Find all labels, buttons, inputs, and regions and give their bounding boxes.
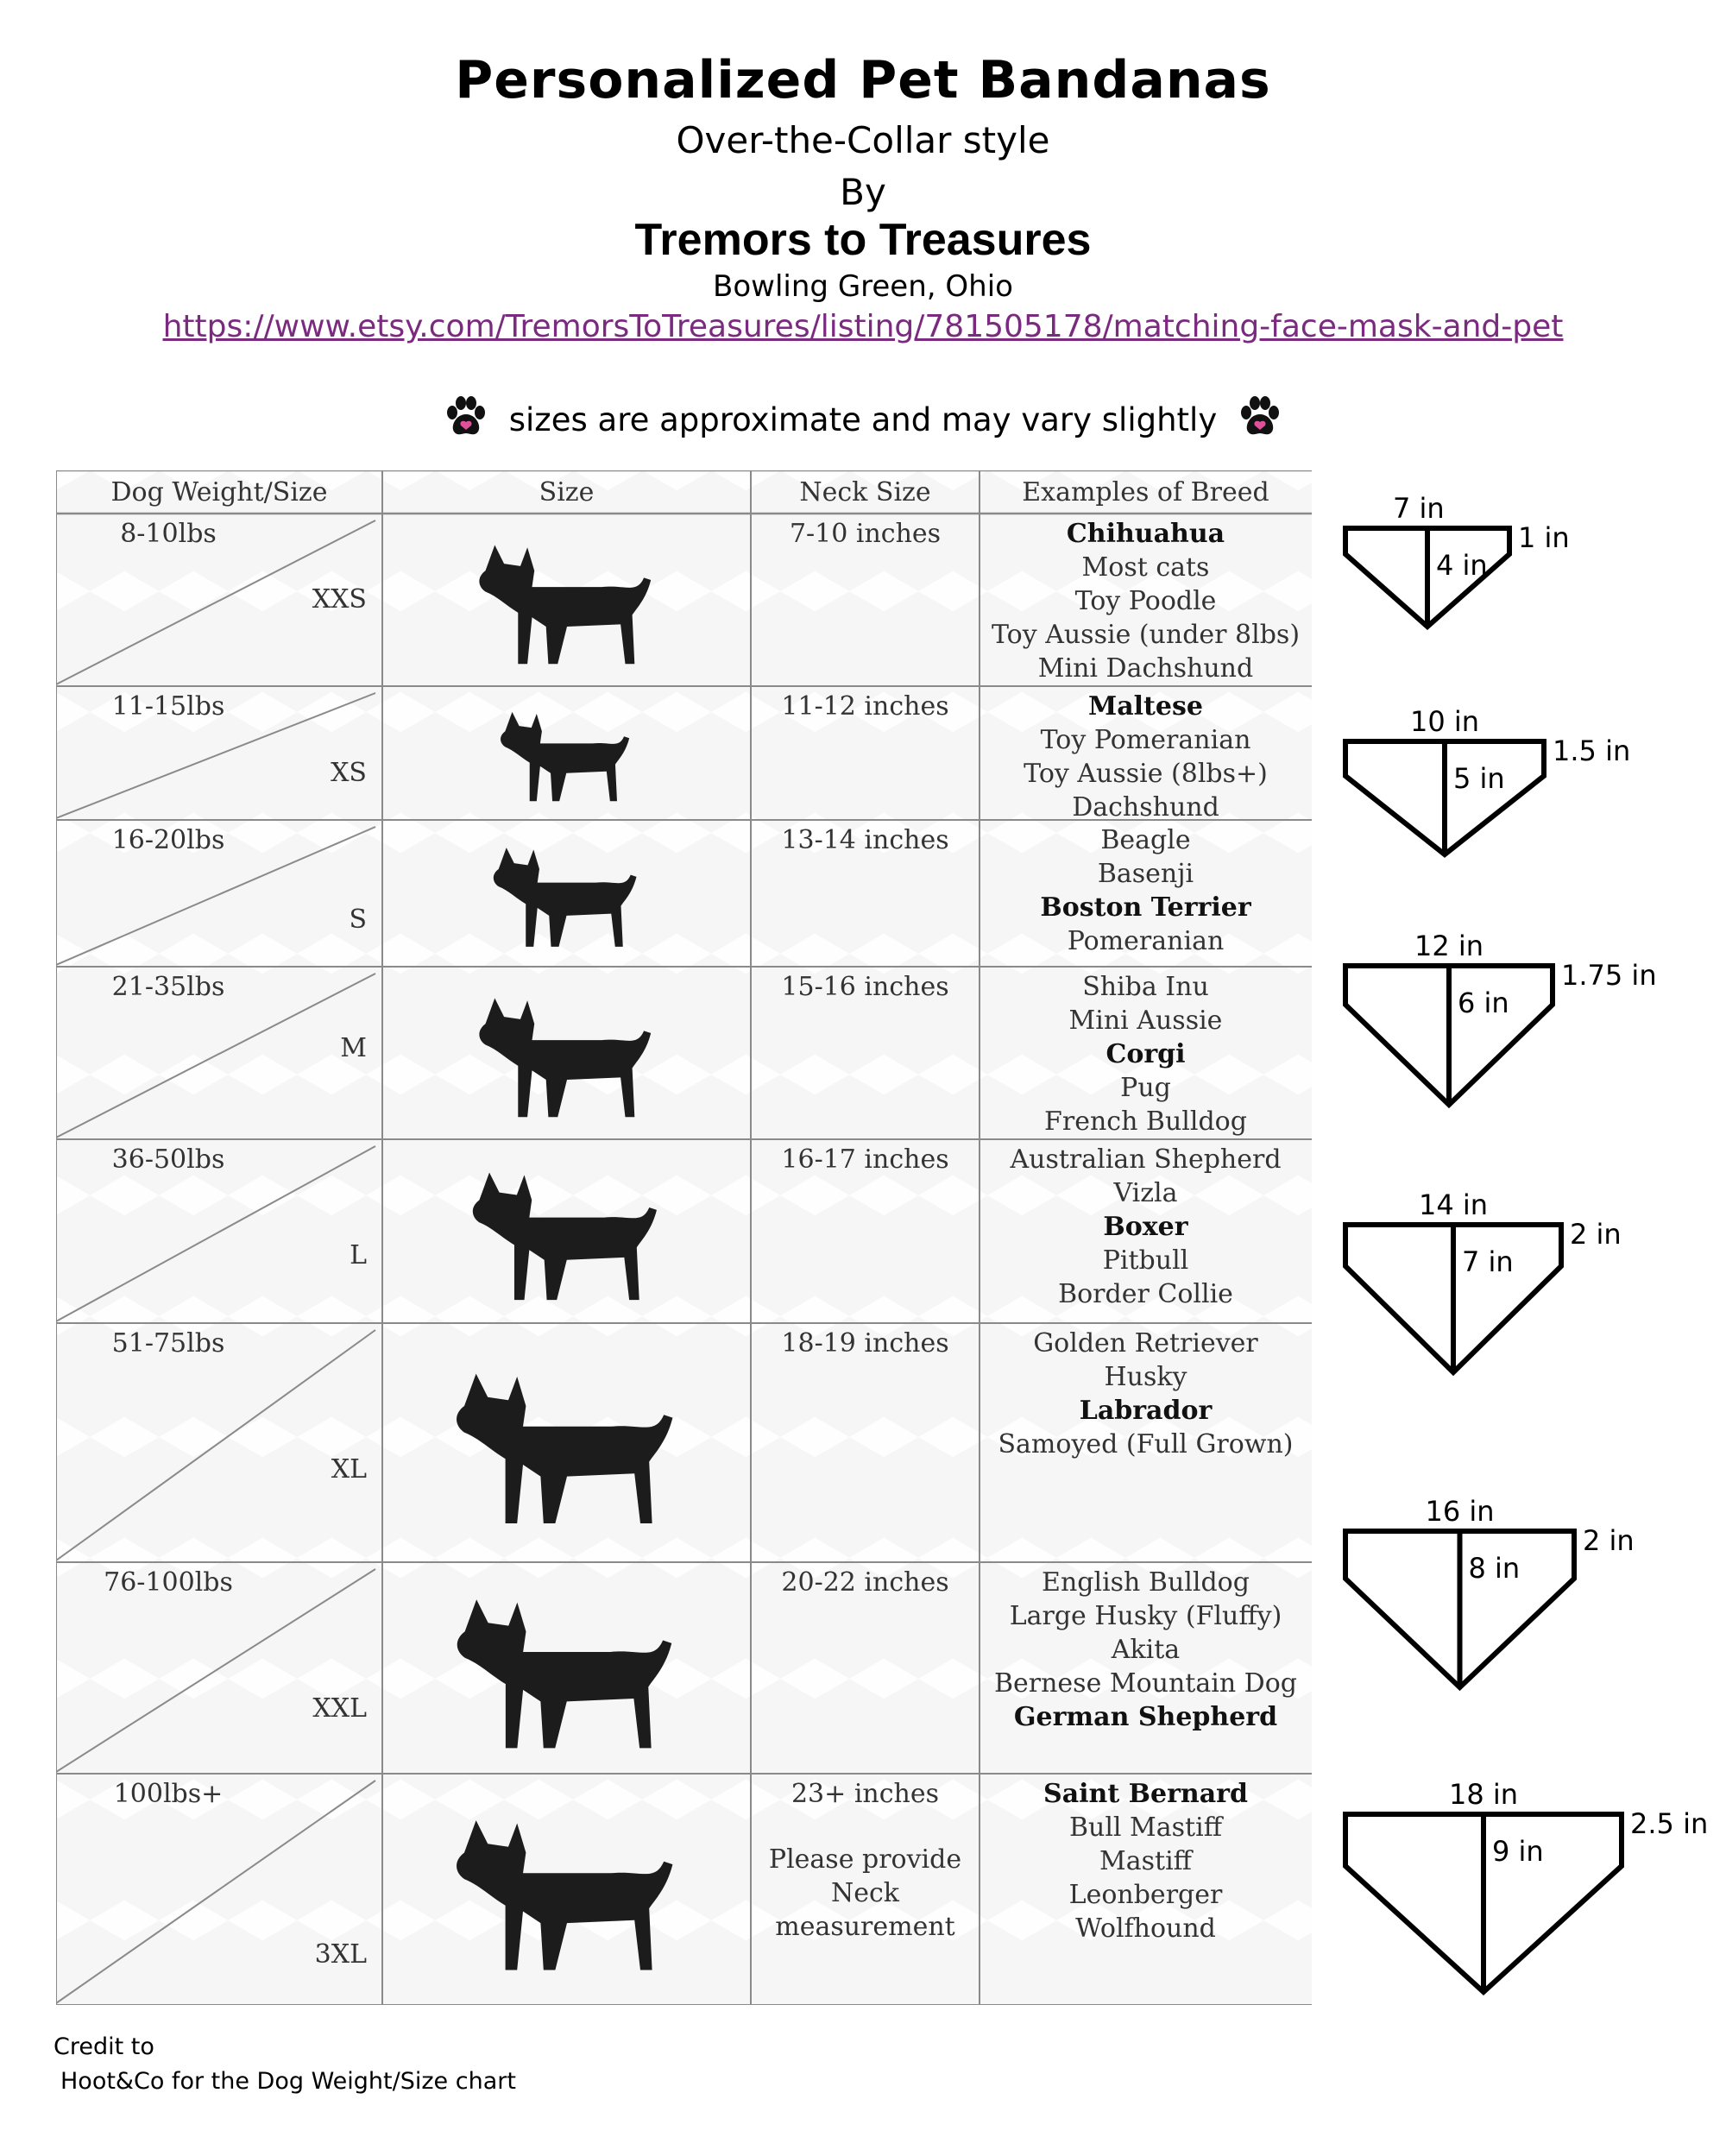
german-shepherd-silhouette-icon [421, 1571, 713, 1765]
size-note [0, 395, 1726, 448]
paw-print-icon [1238, 395, 1282, 448]
breed-name: Shiba Inu [1082, 972, 1209, 1002]
bandana-shape [1342, 962, 1556, 1112]
by-line: By [840, 171, 886, 213]
breed-name: French Bulldog [1044, 1106, 1247, 1137]
chihuahua-silhouette-icon [450, 522, 683, 678]
breed-name: Border Collie [1058, 1279, 1233, 1309]
neck-size: 13-14 inches [781, 825, 949, 855]
breed-name: English Bulldog [1042, 1567, 1250, 1598]
breed-name: Toy Pomeranian [1040, 725, 1251, 755]
bandana-side-label: 2.5 in [1630, 1807, 1709, 1840]
column-header: Neck Size [799, 477, 931, 507]
breed-list [980, 1143, 1312, 1311]
column-header: Dog Weight/Size [110, 477, 328, 507]
corgi-silhouette-icon [450, 975, 683, 1131]
weight-label: 16-20lbs [111, 825, 225, 855]
size-label: 3XL [314, 1939, 367, 1970]
breed-name: Mastiff [1099, 1846, 1192, 1876]
breed-name: Pomeranian [1067, 926, 1225, 956]
credit-line-2: Hoot&Co for the Dog Weight/Size chart [60, 2068, 516, 2095]
boxer-silhouette-shape [473, 1172, 657, 1300]
breed-list [980, 690, 1312, 824]
bandana-width-label: 12 in [1414, 930, 1484, 962]
credit-note [54, 2030, 516, 2099]
bandana-side-label: 1.5 in [1553, 734, 1631, 767]
breed-name: Basenji [1097, 859, 1194, 889]
saint-bernard-silhouette-icon [420, 1782, 714, 1996]
breed-name: Toy Aussie (under 8lbs) [991, 620, 1301, 650]
listing-link[interactable] [0, 309, 1726, 344]
bandana-side-label: 1.75 in [1561, 959, 1657, 992]
breed-list [980, 517, 1312, 685]
weight-label: 76-100lbs [104, 1567, 233, 1598]
bandana-width-label: 7 in [1393, 492, 1445, 525]
breed-name: Wolfhound [1075, 1913, 1216, 1944]
breed-name: Australian Shepherd [1010, 1144, 1282, 1175]
column-header: Examples of Breed [1022, 477, 1269, 507]
weight-label: 100lbs+ [113, 1779, 224, 1809]
boston-terrier-silhouette-icon [469, 829, 664, 958]
page-subtitle: Over-the-Collar style [676, 119, 1050, 161]
bandana-shape [1342, 738, 1547, 861]
breed-name: Bernese Mountain Dog [993, 1668, 1298, 1699]
neck-note: Please provide Neck measurement [768, 1844, 962, 1942]
breed-name: Husky [1104, 1362, 1187, 1392]
german-shepherd-silhouette-shape [457, 1599, 671, 1748]
breed-list [980, 823, 1312, 958]
breed-list [980, 1566, 1312, 1734]
chihuahua-silhouette-shape [479, 545, 651, 665]
breed-name-featured: German Shepherd [1013, 1702, 1278, 1732]
size-label: XS [331, 758, 367, 788]
bandana-width-label: 10 in [1410, 705, 1480, 738]
bandana-diagram [1342, 492, 1618, 635]
weight-size-diagonal [56, 1330, 375, 1560]
size-label: M [340, 1033, 367, 1063]
breed-name: Akita [1111, 1635, 1181, 1665]
breed-name: Large Husky (Fluffy) [1009, 1601, 1282, 1631]
bandana-shape [1342, 1811, 1625, 1999]
labrador-silhouette-icon [420, 1332, 714, 1554]
breed-name: Most cats [1081, 552, 1210, 583]
bandana-shape [1342, 1528, 1578, 1694]
size-chart-table [56, 470, 1312, 2005]
breed-name: Toy Poodle [1074, 586, 1217, 616]
corgi-silhouette-shape [479, 999, 651, 1118]
bandana-drop-label: 9 in [1492, 1835, 1544, 1868]
breed-name-featured: Chihuahua [1066, 519, 1225, 549]
size-label: S [349, 905, 367, 935]
breed-name: Golden Retriever [1033, 1328, 1258, 1359]
bandana-width-label: 14 in [1419, 1188, 1489, 1221]
size-label: L [350, 1240, 367, 1270]
breed-name-featured: Saint Bernard [1043, 1779, 1248, 1809]
breed-list [980, 1327, 1312, 1461]
breed-name: Bull Mastiff [1068, 1812, 1223, 1843]
bandana-side-label: 2 in [1570, 1218, 1622, 1251]
weight-label: 51-75lbs [111, 1328, 225, 1359]
weight-label: 21-35lbs [111, 972, 225, 1002]
size-label: XXL [312, 1693, 367, 1724]
breed-name: Beagle [1100, 825, 1191, 855]
bandana-shape [1342, 1221, 1565, 1379]
bandana-drop-label: 6 in [1458, 987, 1509, 1019]
breed-name: Pitbull [1102, 1245, 1189, 1276]
breed-name-featured: Boxer [1103, 1212, 1188, 1242]
bandana-diagram [1342, 1188, 1670, 1381]
page-title: Personalized Pet Bandanas [455, 50, 1271, 110]
breed-name: Dachshund [1072, 792, 1219, 823]
breed-name: Vizla [1113, 1178, 1178, 1208]
breed-list [980, 1777, 1312, 1945]
neck-size: 11-12 inches [781, 691, 949, 722]
neck-size: 18-19 inches [781, 1328, 949, 1359]
neck-size: 15-16 inches [781, 972, 949, 1002]
column-header: Size [539, 477, 595, 507]
maltese-silhouette-icon [479, 695, 654, 811]
breed-name-featured: Corgi [1106, 1039, 1186, 1069]
breed-name: Mini Dachshund [1037, 653, 1254, 684]
bandana-drop-label: 7 in [1462, 1245, 1514, 1278]
bandana-width-label: 18 in [1449, 1778, 1519, 1811]
neck-size: 20-22 inches [781, 1567, 949, 1598]
breed-name: Samoyed (Full Grown) [998, 1429, 1294, 1459]
bandana-width-label: 16 in [1425, 1495, 1495, 1528]
breed-list [980, 970, 1312, 1138]
neck-size: 7-10 inches [789, 519, 942, 549]
boston-terrier-silhouette-shape [494, 848, 637, 947]
breed-name-featured: Labrador [1079, 1396, 1213, 1426]
weight-size-diagonal [56, 1569, 375, 1772]
bandana-drop-label: 4 in [1436, 549, 1488, 582]
weight-label: 36-50lbs [111, 1144, 225, 1175]
breed-name: Leonberger [1068, 1880, 1223, 1910]
neck-size: 16-17 inches [781, 1144, 949, 1175]
breed-name-featured: Boston Terrier [1040, 892, 1251, 923]
weight-label: 11-15lbs [111, 691, 225, 722]
labrador-silhouette-shape [457, 1374, 672, 1523]
breed-name: Mini Aussie [1068, 1006, 1223, 1036]
bandana-diagram [1342, 1778, 1726, 2001]
weight-label: 8-10lbs [120, 519, 217, 549]
paw-print-icon [444, 395, 488, 448]
bandana-side-label: 2 in [1583, 1524, 1635, 1557]
bandana-diagram [1342, 930, 1661, 1113]
credit-line-1: Credit to [54, 2033, 154, 2060]
breed-name: Toy Aussie (8lbs+) [1024, 759, 1268, 789]
neck-size: 23+ inches [791, 1779, 940, 1809]
breed-name: Pug [1120, 1073, 1171, 1103]
size-note-text: sizes are approximate and may vary slightly [508, 401, 1218, 438]
bandana-drop-label: 8 in [1468, 1552, 1521, 1585]
boxer-silhouette-icon [442, 1148, 692, 1314]
size-label: XXS [312, 584, 367, 615]
bandana-diagram [1342, 705, 1653, 863]
bandana-drop-label: 5 in [1453, 762, 1505, 795]
bandana-side-label: 1 in [1518, 521, 1570, 554]
maltese-silhouette-shape [501, 712, 629, 801]
size-label: XL [331, 1454, 367, 1485]
bandana-diagram [1342, 1495, 1683, 1696]
shop-location: Bowling Green, Ohio [713, 269, 1013, 304]
shop-name: Tremors to Treasures [634, 215, 1092, 265]
listing-link-anchor[interactable]: https://www.etsy.com/TremorsToTreasures/listing/781505178/matching-face-mask-and-pet [162, 309, 1564, 344]
saint-bernard-silhouette-shape [457, 1820, 672, 1970]
breed-name-featured: Maltese [1088, 691, 1203, 722]
